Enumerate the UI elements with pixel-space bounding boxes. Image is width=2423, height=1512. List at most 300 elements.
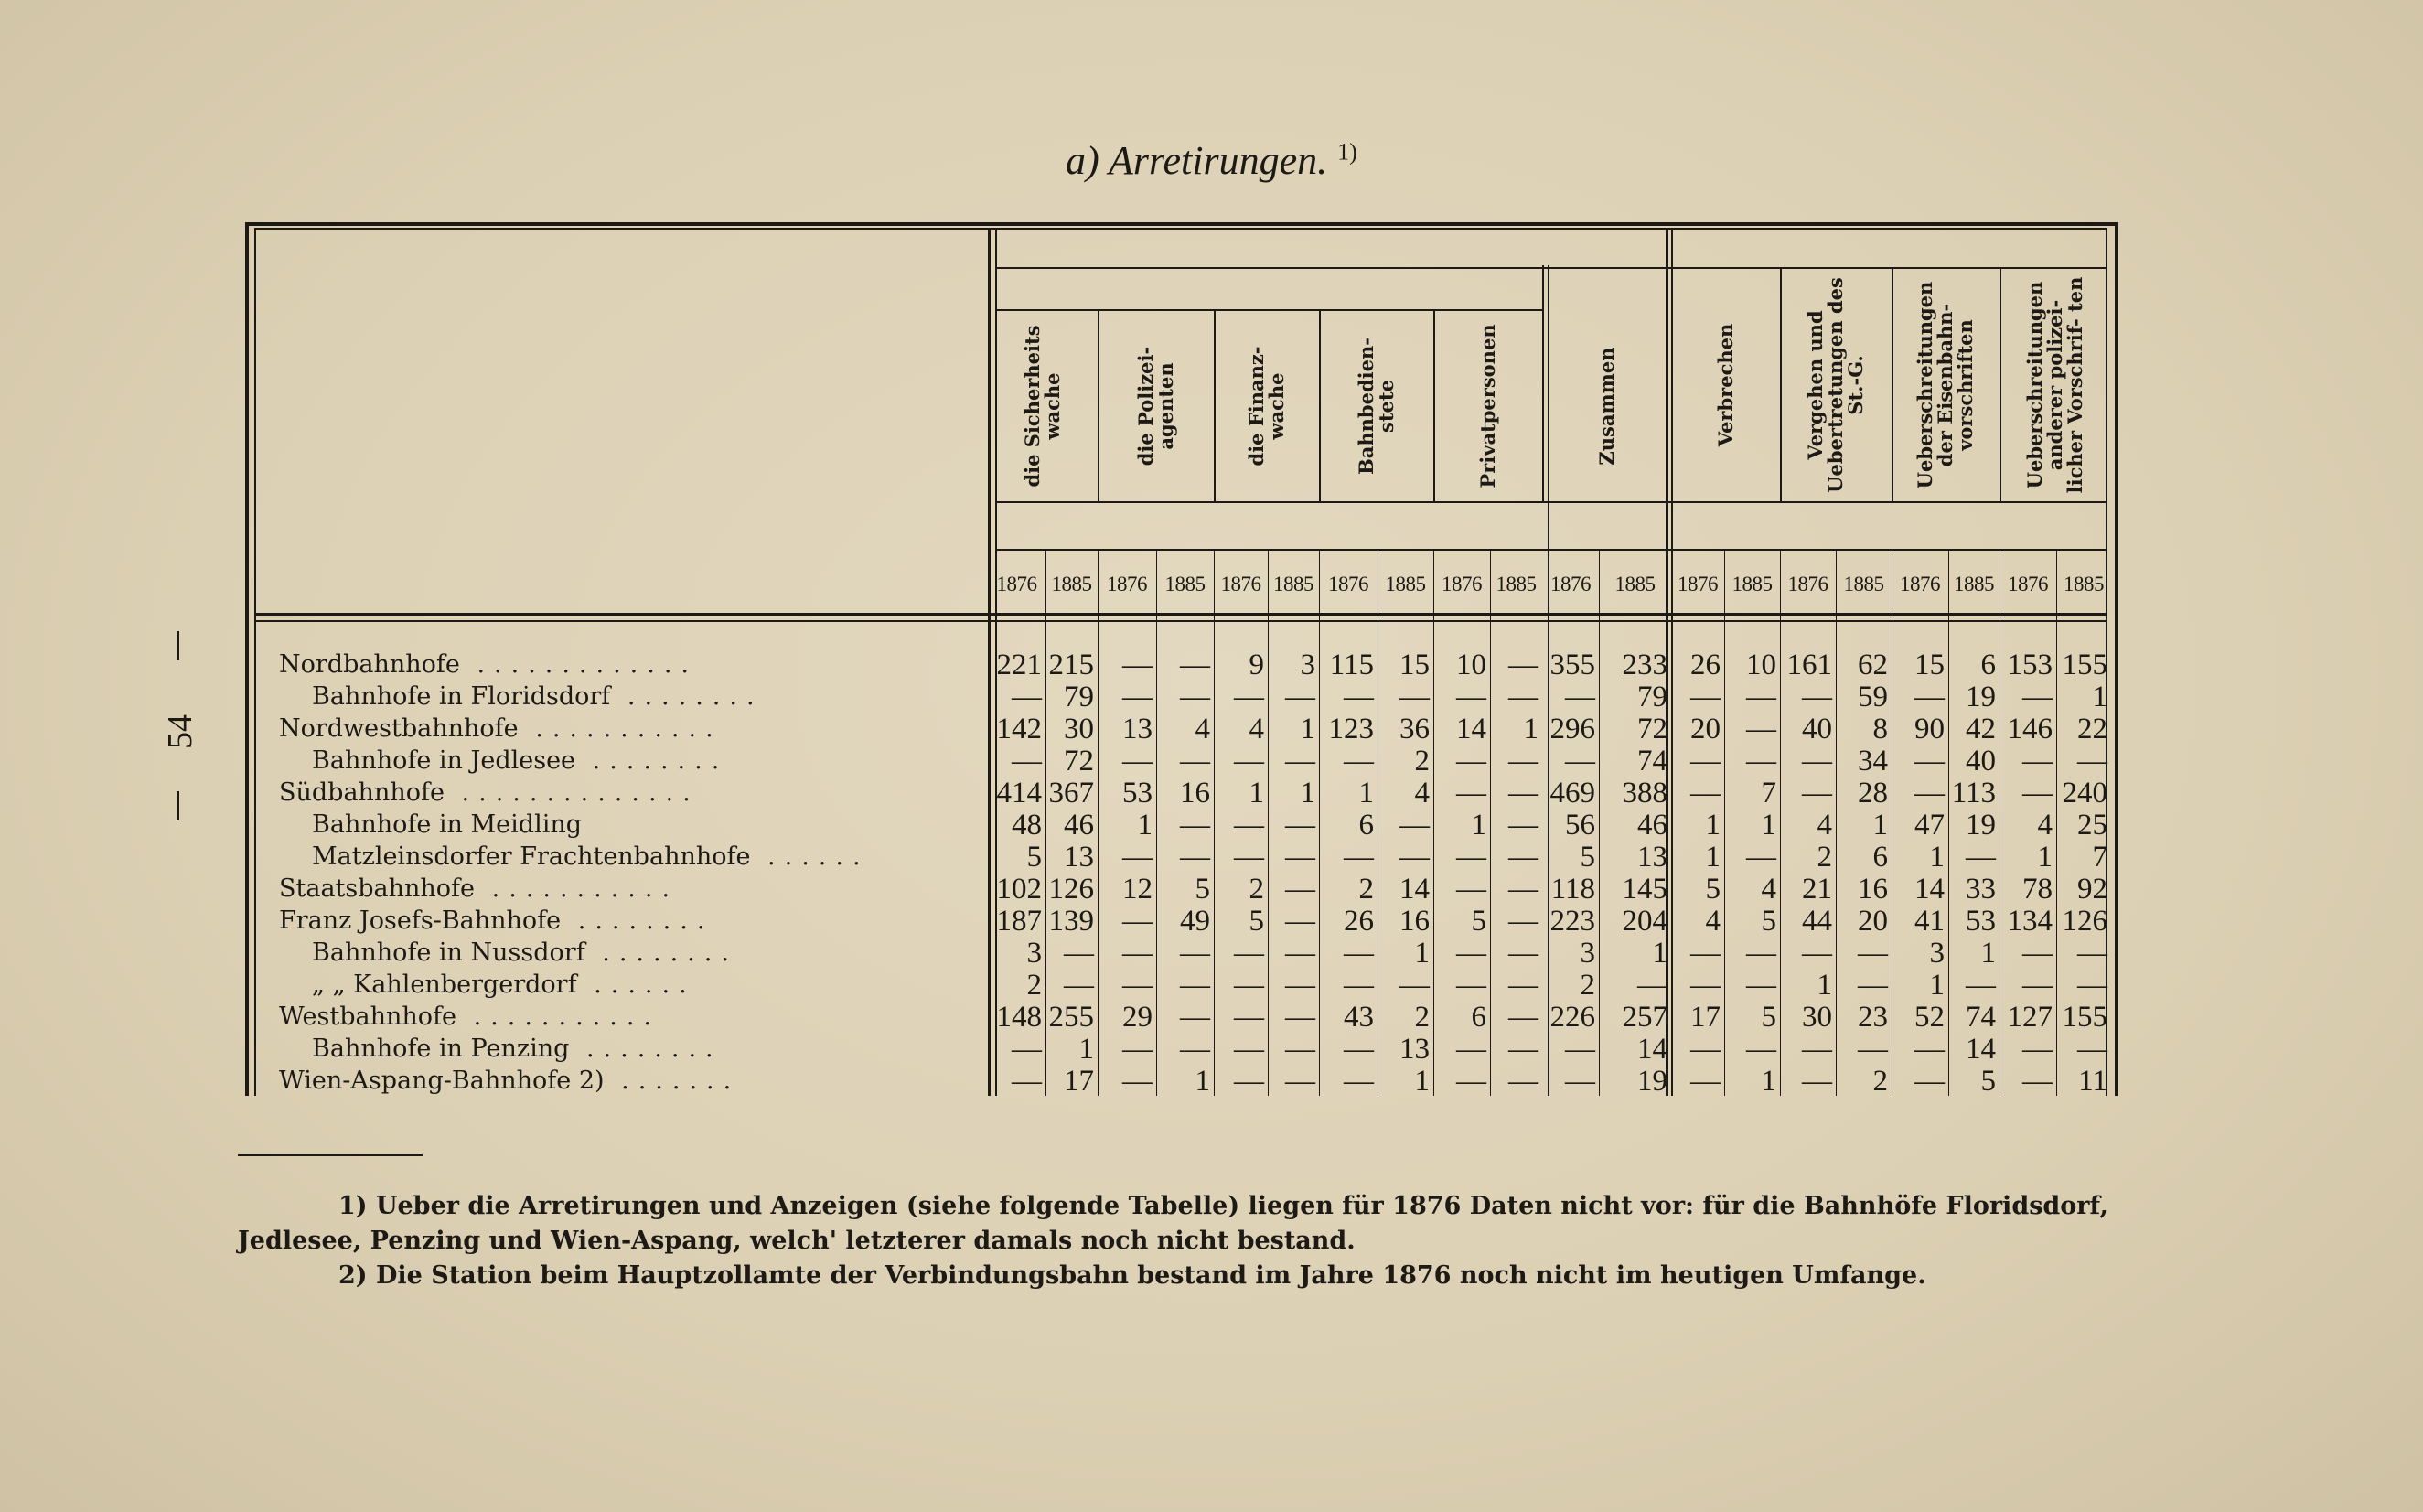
year-label: 1885 — [1273, 573, 1313, 595]
table-cell: 9 — [1249, 649, 1264, 681]
year-label: 1885 — [1051, 573, 1092, 595]
table-cell: — — [1399, 809, 1430, 842]
durch-bottom — [995, 309, 1542, 311]
row-label-text: „ „ Kahlenbergerdorf — [312, 970, 577, 999]
table-cell: — — [1399, 841, 1430, 874]
row-label — [312, 842, 982, 873]
table-cell: 7 — [2092, 841, 2107, 874]
table-cell: 6 — [1471, 1001, 1486, 1034]
table-cell: 148 — [996, 1001, 1042, 1034]
table-cell: 1 — [1929, 969, 1945, 1002]
year-label: 1885 — [1614, 573, 1656, 595]
table-cell: — — [2022, 681, 2053, 713]
table-cell: — — [1858, 969, 1888, 1002]
table-cell: 10 — [1746, 649, 1776, 681]
table-cell: — — [1914, 745, 1945, 777]
column-header-10 — [2000, 271, 2111, 499]
year-label: 1885 — [1731, 573, 1773, 595]
year-label: 1885 — [1843, 573, 1884, 595]
table-cell: 223 — [1549, 905, 1595, 938]
table-cell: — — [1180, 1001, 1210, 1034]
table-cell: — — [1285, 1065, 1315, 1098]
row-label — [279, 777, 982, 809]
year-label: 1876 — [1328, 573, 1368, 595]
table-cell: 5 — [1195, 873, 1210, 906]
table-cell: — — [1456, 777, 1486, 810]
table-cell: 215 — [1048, 649, 1094, 681]
column-header-6 — [1542, 313, 1671, 499]
table-cell: — — [1746, 1033, 1776, 1066]
row-label-text: Bahnhofe in Meidling — [312, 810, 583, 839]
table-cell: 1 — [1652, 937, 1667, 970]
table-cell: 22 — [2077, 713, 2107, 745]
table-title: a) Arretirungen. $^{1)}$ — [1066, 138, 1357, 183]
table-cell: 48 — [1012, 809, 1042, 842]
table-cell: 62 — [1858, 649, 1888, 681]
table-cell: — — [1122, 1065, 1153, 1098]
table-cell: — — [1285, 681, 1315, 713]
table-cell: 1 — [1414, 937, 1430, 970]
footnotes — [238, 1189, 2113, 1293]
im-jahre-bottom — [995, 549, 2106, 551]
table-cell: 16 — [1399, 905, 1430, 938]
year-label: 1876 — [1107, 573, 1147, 595]
table-cell: — — [1746, 937, 1776, 970]
table-cell: 1 — [1705, 841, 1721, 874]
frame-top — [245, 222, 2115, 226]
table-cell: — — [1746, 841, 1776, 874]
row-label-text: Bahnhofe in Jedlesee — [312, 746, 576, 775]
table-cell: — — [2077, 1033, 2107, 1066]
table-cell: — — [1456, 841, 1486, 874]
table-cell: 13 — [1637, 841, 1667, 874]
table-cell: 145 — [1622, 873, 1667, 906]
leader-dots: ........ — [575, 746, 729, 775]
table-cell: — — [1802, 1033, 1832, 1066]
table-cell: 17 — [1064, 1065, 1094, 1098]
table-cell: 19 — [1966, 681, 1996, 713]
year-label: 1876 — [1442, 573, 1482, 595]
table-cell: 226 — [1549, 1001, 1595, 1034]
table-cell: — — [2022, 745, 2053, 777]
table-cell: 90 — [1914, 713, 1945, 745]
table-cell: 8 — [1872, 713, 1888, 745]
table-cell: — — [1234, 1001, 1264, 1034]
table-cell: 1 — [2037, 841, 2053, 874]
table-cell: 44 — [1802, 905, 1832, 938]
table-cell: 34 — [1858, 745, 1888, 777]
table-cell: 2 — [1249, 873, 1264, 906]
column-header-text: Verbrechen — [1713, 323, 1737, 447]
table-cell: 92 — [2077, 873, 2107, 906]
table-cell: 4 — [2037, 809, 2053, 842]
table-cell: — — [1180, 969, 1210, 1002]
table-cell: — — [1234, 1065, 1264, 1098]
table-cell: — — [1508, 841, 1538, 874]
table-cell: 233 — [1622, 649, 1667, 681]
table-cell: — — [1012, 745, 1042, 777]
table-cell: — — [1456, 1065, 1486, 1098]
table-cell: — — [1565, 745, 1595, 777]
table-cell: 2 — [1358, 873, 1374, 906]
table-cell: 10 — [1456, 649, 1486, 681]
table-cell: 46 — [1064, 809, 1094, 842]
table-cell: — — [1508, 649, 1538, 681]
table-cell: — — [1565, 681, 1595, 713]
table-cell: 5 — [1761, 905, 1776, 938]
table-cell: 2 — [1026, 969, 1042, 1002]
table-cell: 16 — [1180, 777, 1210, 810]
table-cell: 155 — [2062, 1001, 2107, 1034]
table-cell: 12 — [1122, 873, 1153, 906]
table-cell: 3 — [1026, 937, 1042, 970]
table-cell: 1 — [1195, 1065, 1210, 1098]
row-label — [312, 938, 982, 969]
table-cell: — — [1802, 745, 1832, 777]
table-cell: 14 — [1399, 873, 1430, 906]
table-cell: 187 — [996, 905, 1042, 938]
row-label — [312, 745, 982, 777]
row-label-text: Nordwestbahnhofe — [279, 714, 519, 743]
table-cell: 47 — [1914, 809, 1945, 842]
table-cell: — — [1344, 841, 1374, 874]
header-bottom-1 — [254, 613, 2106, 616]
leader-dots: ........ — [561, 906, 714, 935]
table-cell: — — [1690, 681, 1721, 713]
table-cell: — — [1285, 809, 1315, 842]
table-cell: 3 — [1300, 649, 1315, 681]
frame-left — [245, 222, 249, 1096]
leader-dots: ........... — [518, 714, 723, 743]
row-label-text: Bahnhofe in Penzing — [312, 1035, 570, 1063]
leader-dots: ...... — [750, 842, 870, 871]
row-label — [279, 906, 982, 937]
table-cell: — — [1690, 1033, 1721, 1066]
table-cell: 53 — [1966, 905, 1996, 938]
table-cell: 52 — [1914, 1001, 1945, 1034]
table-cell: 72 — [1064, 745, 1094, 777]
column-header-text: die Finanz- wache — [1244, 346, 1288, 466]
table-cell: 1 — [1761, 1065, 1776, 1098]
table-cell: 139 — [1048, 905, 1094, 938]
table-cell: — — [1802, 681, 1832, 713]
table-cell: 2 — [1872, 1065, 1888, 1098]
table-cell: — — [1456, 969, 1486, 1002]
table-cell: — — [1508, 969, 1538, 1002]
table-cell: 367 — [1048, 777, 1094, 810]
table-cell: 14 — [1637, 1033, 1667, 1066]
table-cell: — — [1456, 1033, 1486, 1066]
table-cell: — — [1508, 777, 1538, 810]
row-label-text: Matzleinsdorfer Frachtenbahnhofe — [312, 842, 751, 871]
table-cell: — — [1234, 841, 1264, 874]
table-cell: — — [1746, 713, 1776, 745]
table-cell: 72 — [1637, 713, 1667, 745]
row-label — [279, 874, 982, 905]
header-bottom-2 — [254, 620, 2106, 622]
table-cell: 4 — [1249, 713, 1264, 745]
table-cell: 25 — [2077, 809, 2107, 842]
table-cell: 74 — [1637, 745, 1667, 777]
table-cell: 1 — [1872, 809, 1888, 842]
footnote-rule — [238, 1154, 423, 1156]
im-jahre-top — [995, 501, 2106, 503]
table-cell: — — [1456, 937, 1486, 970]
table-cell: 14 — [1966, 1033, 1996, 1066]
table-cell: — — [1746, 969, 1776, 1002]
table-cell: 1 — [1414, 1065, 1430, 1098]
table-cell: — — [1234, 809, 1264, 842]
table-cell: 3 — [1580, 937, 1595, 970]
table-cell: 14 — [1914, 873, 1945, 906]
table-cell: 1 — [1300, 713, 1315, 745]
table-cell: 469 — [1549, 777, 1595, 810]
table-cell: 2 — [1817, 841, 1832, 874]
table-cell: — — [1746, 745, 1776, 777]
table-cell: 40 — [1802, 713, 1832, 745]
table-cell: 16 — [1858, 873, 1888, 906]
table-cell: — — [1802, 937, 1832, 970]
row-label-text: Franz Josefs-Bahnhofe — [279, 906, 562, 935]
table-cell: — — [1122, 1033, 1153, 1066]
year-label: 1876 — [1550, 573, 1591, 595]
column-header-text: Privatpersonen — [1475, 324, 1499, 488]
table-cell: — — [1565, 1065, 1595, 1098]
table-cell: 43 — [1344, 1001, 1374, 1034]
column-header-text: Vergehen und Uebertretungen des St.-G. — [1804, 277, 1867, 493]
year-label: 1876 — [1900, 573, 1940, 595]
row-label — [312, 810, 982, 841]
table-cell: 6 — [1872, 841, 1888, 874]
table-cell: 15 — [1399, 649, 1430, 681]
table-cell: 240 — [2062, 777, 2107, 810]
table-cell: — — [1122, 745, 1153, 777]
table-cell: 414 — [996, 777, 1042, 810]
table-cell: — — [1914, 681, 1945, 713]
table-cell: — — [1966, 841, 1996, 874]
table-cell: — — [1344, 1033, 1374, 1066]
table-cell: 2 — [1414, 1001, 1430, 1034]
table-cell: — — [1746, 681, 1776, 713]
table-cell: 257 — [1622, 1001, 1667, 1034]
table-cell: 146 — [2007, 713, 2053, 745]
table-cell: 296 — [1549, 713, 1595, 745]
table-cell: — — [1344, 745, 1374, 777]
table-cell: — — [2022, 777, 2053, 810]
table-cell: 4 — [1761, 873, 1776, 906]
table-cell: — — [1285, 969, 1315, 1002]
leader-dots: ........ — [569, 1035, 723, 1063]
table-cell: 1 — [1980, 937, 1996, 970]
table-cell: — — [1690, 1065, 1721, 1098]
table-cell: 42 — [1966, 713, 1996, 745]
table-cell: — — [1508, 937, 1538, 970]
page-number-text: 54 — [161, 714, 199, 749]
table-cell: — — [2022, 1033, 2053, 1066]
table-cell: 126 — [1048, 873, 1094, 906]
table-cell: 30 — [1802, 1001, 1832, 1034]
row-label — [279, 713, 982, 745]
row-label-text: Staatsbahnhofe — [279, 874, 476, 903]
year-label: 1885 — [2064, 573, 2104, 595]
column-header-5 — [1433, 313, 1542, 499]
table-cell: — — [1285, 1033, 1315, 1066]
table-cell: — — [1285, 937, 1315, 970]
table-cell: — — [1508, 1033, 1538, 1066]
table-cell: 1 — [1523, 713, 1538, 745]
table-cell: 20 — [1858, 905, 1888, 938]
table-cell: — — [1344, 681, 1374, 713]
table-cell: 1 — [1929, 841, 1945, 874]
table-cell: — — [1508, 1001, 1538, 1034]
table-cell: 53 — [1122, 777, 1153, 810]
leader-dots: ............. — [459, 650, 699, 679]
table-cell: 7 — [1761, 777, 1776, 810]
table-cell: 26 — [1690, 649, 1721, 681]
year-label: 1885 — [1496, 573, 1537, 595]
year-label: 1885 — [1954, 573, 1994, 595]
table-cell: 46 — [1637, 809, 1667, 842]
table-cell: — — [1012, 1033, 1042, 1066]
table-cell: 13 — [1064, 841, 1094, 874]
table-cell: 1 — [1137, 809, 1153, 842]
row-label-text: Bahnhofe in Nussdorf — [312, 938, 585, 967]
row-label-text: Nordbahnhofe — [279, 650, 460, 679]
table-cell: — — [1914, 1033, 1945, 1066]
group-header-bottom — [995, 267, 2106, 269]
table-cell: 4 — [1195, 713, 1210, 745]
leader-dots: ...... — [576, 970, 696, 999]
column-header-4 — [1319, 313, 1433, 499]
table-cell: — — [1508, 873, 1538, 906]
table-cell: — — [1122, 841, 1153, 874]
column-header-7 — [1671, 271, 1780, 499]
table-cell: — — [1344, 1065, 1374, 1098]
table-cell: — — [1966, 969, 1996, 1002]
row-label — [312, 681, 982, 713]
table-cell: 36 — [1399, 713, 1430, 745]
column-header-2 — [1098, 313, 1214, 499]
table-cell: 113 — [1951, 777, 1996, 810]
table-cell: 5 — [1580, 841, 1595, 874]
table-cell: 26 — [1344, 905, 1374, 938]
table-cell: — — [1122, 937, 1153, 970]
table-cell: — — [1285, 1001, 1315, 1034]
table-cell: — — [1344, 969, 1374, 1002]
leader-dots: ........ — [610, 682, 764, 711]
table-cell: 4 — [1817, 809, 1832, 842]
table-cell: 23 — [1858, 1001, 1888, 1034]
row-label-text: Bahnhofe in Floridsdorf — [312, 682, 611, 711]
table-cell: — — [1802, 777, 1832, 810]
column-header-8 — [1780, 271, 1892, 499]
table-cell: — — [1802, 1065, 1832, 1098]
table-cell: — — [1012, 681, 1042, 713]
table-cell: — — [1690, 777, 1721, 810]
table-cell: 21 — [1802, 873, 1832, 906]
table-cell: 5 — [1471, 905, 1486, 938]
table-cell: — — [1285, 841, 1315, 874]
table-cell: 388 — [1622, 777, 1667, 810]
table-cell: — — [1508, 1065, 1538, 1098]
leader-dots: ....... — [604, 1067, 741, 1095]
table-cell: — — [1285, 745, 1315, 777]
table-cell: — — [1565, 1033, 1595, 1066]
table-cell: 79 — [1064, 681, 1094, 713]
table-cell: 204 — [1622, 905, 1667, 938]
table-cell: 1 — [1249, 777, 1264, 810]
table-cell: — — [1234, 1033, 1264, 1066]
table-cell: 155 — [2062, 649, 2107, 681]
table-cell: 4 — [1414, 777, 1430, 810]
table-cell: 15 — [1914, 649, 1945, 681]
table-cell: 5 — [1249, 905, 1264, 938]
row-label-text: Südbahnhofe — [279, 778, 445, 807]
row-label-text: Wien-Aspang-Bahnhofe 2) — [279, 1067, 605, 1095]
column-header-text: Ueberschreitungen anderer polizei- licher Vorschrif- ten — [2023, 276, 2086, 494]
table-cell: 14 — [1456, 713, 1486, 745]
year-label: 1876 — [1787, 573, 1828, 595]
table-cell: 13 — [1122, 713, 1153, 745]
table-cell: — — [2077, 745, 2107, 777]
year-label: 1876 — [996, 573, 1037, 595]
table-cell: 17 — [1690, 1001, 1721, 1034]
table-cell: 5 — [1761, 1001, 1776, 1034]
table-cell: 1 — [1078, 1033, 1094, 1066]
column-header-text: Bahnbedien- stete — [1354, 338, 1398, 475]
table-cell: 4 — [1705, 905, 1721, 938]
table-cell: — — [1690, 937, 1721, 970]
table-cell: 5 — [1980, 1065, 1996, 1098]
table-cell: — — [1508, 681, 1538, 713]
table-cell: 2 — [1580, 969, 1595, 1002]
table-cell: 33 — [1966, 873, 1996, 906]
table-cell: 118 — [1550, 873, 1595, 906]
table-cell: — — [1858, 1033, 1888, 1066]
table-cell: 13 — [1399, 1033, 1430, 1066]
table-cell: 30 — [1064, 713, 1094, 745]
leader-dots: ........ — [584, 938, 738, 967]
table-cell: 123 — [1328, 713, 1374, 745]
table-cell: — — [1064, 937, 1094, 970]
table-cell: — — [1180, 745, 1210, 777]
table-cell: 1 — [1761, 809, 1776, 842]
table-cell: — — [2077, 937, 2107, 970]
column-header-text: die Polizei- agenten — [1133, 346, 1177, 466]
table-cell: 19 — [1966, 809, 1996, 842]
table-cell: — — [1285, 905, 1315, 938]
table-cell: 1 — [1817, 969, 1832, 1002]
table-cell: — — [1285, 873, 1315, 906]
table-cell: 2 — [1414, 745, 1430, 777]
table-cell: — — [1234, 745, 1264, 777]
table-cell: 153 — [2007, 649, 2053, 681]
table-cell: — — [1690, 745, 1721, 777]
column-header-9 — [1892, 271, 2000, 499]
table-cell: 20 — [1690, 713, 1721, 745]
table-cell: — — [1180, 681, 1210, 713]
table-cell: — — [1690, 969, 1721, 1002]
table-cell: — — [1122, 649, 1153, 681]
row-label — [279, 649, 982, 681]
frame-top-inner — [254, 228, 2106, 230]
table-cell: 134 — [2007, 905, 2053, 938]
table-cell: — — [1914, 777, 1945, 810]
row-label — [312, 970, 982, 1001]
table-cell: 49 — [1180, 905, 1210, 938]
table-cell: 1 — [1358, 777, 1374, 810]
table-cell: — — [2022, 969, 2053, 1002]
